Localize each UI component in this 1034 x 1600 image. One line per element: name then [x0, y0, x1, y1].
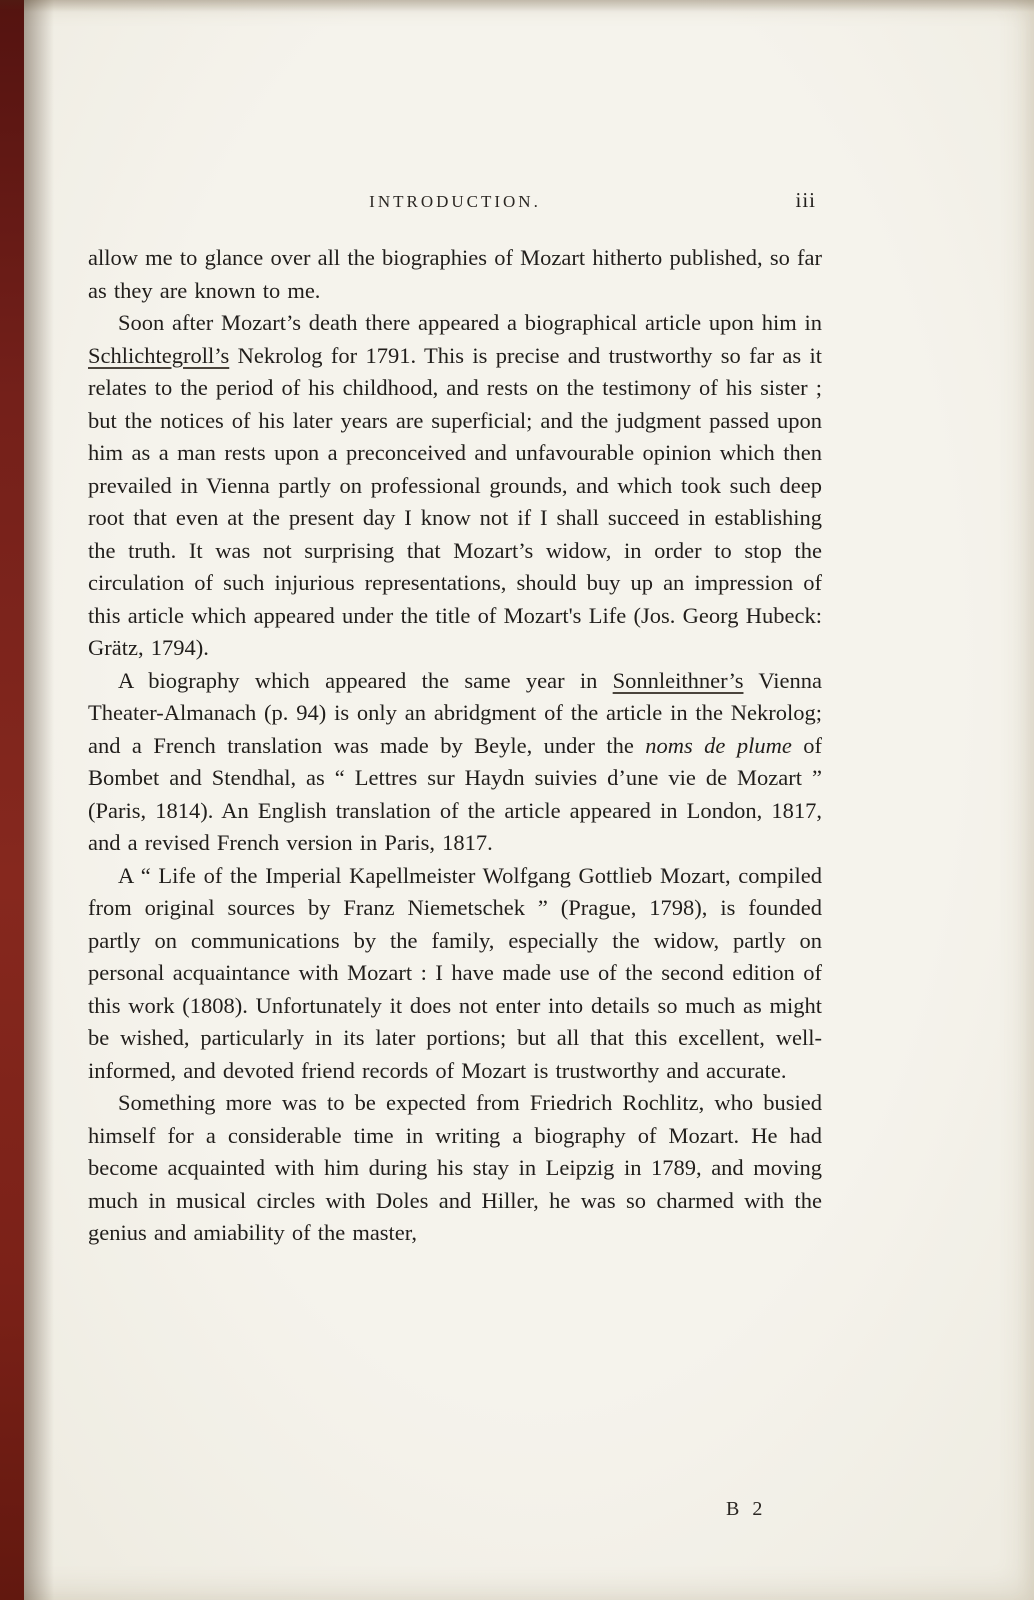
page-number: iii: [795, 188, 816, 212]
text-block: [88, 188, 822, 1250]
book-binding-edge: [0, 0, 24, 1600]
running-head: [88, 188, 822, 242]
text-run: Nekrolog for 1791. This is precise and trustworthy so far as it relates to the period of his childhood, and rests on the testimony of his sister ; but the notices of his later years are superficial; and the judgment passed upon him as a man rests upon a preconceived and unfavourable opinion which then prevailed in Vienna partly on professional grounds, and which took such deep root that even at the present day I know not if I shall succeed in establishing the truth. It was not surprising that Mozart’s widow, in order to stop the circulation of such injurious representations, should buy up an impression of this article which appeared under the title of Mozart's Life (Jos. Georg Hubeck: Grätz, 1794).: [88, 342, 822, 660]
text-run: Something more was to be expected from Friedrich Rochlitz, who busied himself for a considerable time in writing a biography of Mozart. He had become acquainted with him during his stay in Leipzig in 1789, and moving much in musical circles with Doles and Hiller, he was so charmed with the genius and amiability of the master,: [88, 1090, 822, 1245]
text-run-italic: noms de plume: [645, 732, 792, 758]
binding-shadow: [24, 0, 54, 1600]
text-run: Soon after Mozart’s death there appeared a biographical article upon him in: [118, 310, 822, 335]
paragraph: [88, 1087, 822, 1250]
text-run: Vienna Theater-Almanach (p. 94) is only an abridgment of the article in the Nekrolog; and a French translation was made by Beyle, under the: [88, 667, 822, 758]
paragraph: [88, 307, 822, 665]
paragraph: [88, 860, 822, 1088]
text-run: of Bombet and Stendhal, as “ Lettres sur Haydn suivies d’une vie de Mozart ” (Paris, 1814). An English translation of the article appeared in London, 1817, and a revised French version in Paris, 1817.: [88, 732, 823, 855]
text-run: A “ Life of the Imperial Kapellmeister Wolfgang Gottlieb Mozart, compiled from original sources by Franz Niemetschek ” (Prague, 1798), is founded partly on communications by the family, especially the widow, partly on personal acquaintance with Mozart : I have made use of the second edition of this work (1808). Unfortunately it does not enter into details so much as might be wished, particularly in its later portions; but all that this excellent, well-informed, and devoted friend records of Mozart is trustworthy and accurate.: [88, 862, 822, 1083]
page-top-shadow: [0, 0, 1034, 12]
paragraph: [88, 242, 822, 307]
text-run: A biography which appeared the same year in: [118, 667, 613, 693]
text-run-underline: Sonnleithner’s: [612, 667, 744, 693]
page-title: INTRODUCTION.: [369, 192, 541, 211]
text-run-underline: Schlichtegroll’s: [88, 342, 230, 368]
paragraph: [88, 665, 822, 860]
body-text: [88, 242, 822, 1250]
signature-mark: B 2: [726, 1498, 767, 1520]
text-run: allow me to glance over all the biographies of Mozart hitherto published, so far as they are known to me.: [88, 245, 822, 303]
